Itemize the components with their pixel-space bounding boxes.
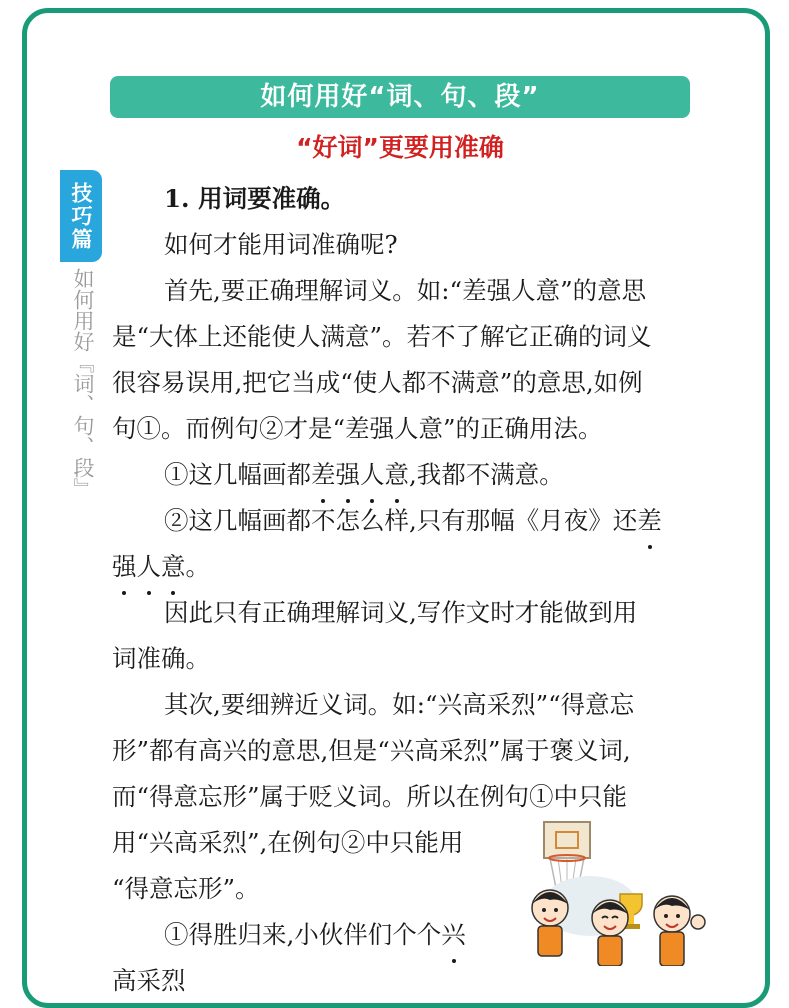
paragraph-line: 而“得意忘形”属于贬义词。所以在例句①中只能 bbox=[112, 782, 628, 811]
paragraph-line: 形”都有高兴的意思,但是“兴高采烈”属于褒义词, bbox=[112, 736, 631, 765]
kids-celebration-illustration bbox=[520, 818, 720, 966]
paragraph-line: 词准确。 bbox=[112, 644, 210, 673]
paragraph-line: 很容易误用,把它当成“使人都不满意”的意思,如例 bbox=[112, 368, 643, 397]
paragraph-line: 因此只有正确理解词义,写作文时才能做到用 bbox=[164, 598, 638, 627]
paragraph-line: 句①。而例句②才是“差强人意”的正确用法。 bbox=[112, 414, 603, 443]
section-subtitle: “好词”更要用准确 bbox=[296, 133, 504, 162]
emphasis-char: 差 bbox=[311, 452, 336, 498]
example-sentence-2: ②这几幅画都不怎么样,只有那幅《月夜》还差 bbox=[112, 498, 692, 544]
paragraph-line: “得意忘形”。 bbox=[112, 874, 260, 903]
emphasis-char: 人 bbox=[137, 544, 162, 590]
side-caption: 如何用好『词、句、段』 bbox=[71, 268, 95, 499]
heading: 1. 用词要准确。 bbox=[164, 184, 346, 213]
emphasis-char: 兴 bbox=[441, 912, 466, 958]
example-sentence-1: ①这几幅画都差强人意,我都不满意。 bbox=[112, 452, 692, 498]
side-tab[interactable]: 技巧篇 bbox=[60, 170, 102, 262]
paragraph-line: 其次,要细辨近义词。如:“兴高采烈”“得意忘 bbox=[164, 690, 635, 719]
example-sentence-3: ①得胜归来,小伙伴们个个兴 bbox=[112, 912, 692, 958]
example-sentence-3-cont: 高采烈 bbox=[112, 966, 186, 995]
example-sentence-2-cont: 强人意。 bbox=[112, 544, 692, 590]
question: 如何才能用词准确呢? bbox=[164, 230, 398, 259]
emphasis-char: 意 bbox=[161, 544, 186, 590]
section-title: 如何用好“词、句、段” bbox=[110, 76, 690, 118]
emphasis-char: 人 bbox=[360, 452, 385, 498]
emphasis-char: 强 bbox=[112, 544, 137, 590]
paragraph-line: 首先,要正确理解词义。如:“差强人意”的意思 bbox=[164, 276, 647, 305]
paragraph-line: 是“大体上还能使人满意”。若不了解它正确的词义 bbox=[112, 322, 652, 351]
emphasis-char: 差 bbox=[637, 498, 662, 544]
paragraph-line: 用“兴高采烈”,在例句②中只能用 bbox=[112, 828, 464, 857]
emphasis-char: 强 bbox=[336, 452, 361, 498]
emphasis-char: 意 bbox=[385, 452, 410, 498]
